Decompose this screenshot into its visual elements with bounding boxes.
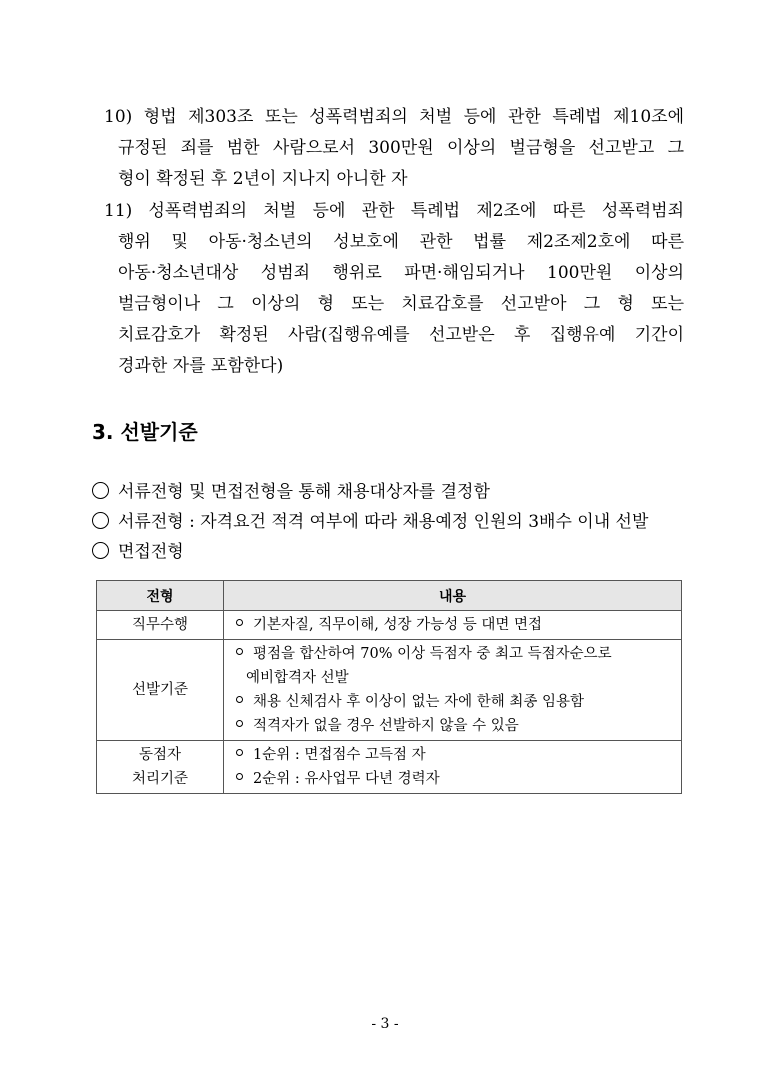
interview-criteria-table <box>96 580 682 794</box>
disqualification-item-11 <box>104 196 684 382</box>
row-label-line: 직무수행 <box>131 617 189 633</box>
row-label-line: 선발기준 <box>131 682 189 698</box>
small-circle-bullet-icon <box>236 619 243 626</box>
row-label-line: 처리기준 <box>131 771 189 787</box>
row-label <box>97 741 224 794</box>
item-line: 행위 및 아동·청소년의 성보호에 관한 법률 제2조제2호에 따른 <box>118 232 684 252</box>
row-content <box>224 611 682 640</box>
bullet-screening-overview <box>92 478 490 506</box>
table-header-stage: 전형 <box>97 581 224 611</box>
small-circle-bullet-icon <box>236 648 243 655</box>
content-line <box>232 613 673 637</box>
item-line: 벌금형이나 그 이상의 형 또는 치료감호를 선고받아 그 형 또는 <box>118 294 684 314</box>
row-label <box>97 640 224 741</box>
row-content <box>224 640 682 741</box>
content-text: 기본자질, 직무이해, 성장 가능성 등 대면 면접 <box>253 617 542 633</box>
small-circle-bullet-icon <box>236 773 243 780</box>
bullet-text: 서류전형 및 면접전형을 통해 채용대상자를 결정함 <box>118 482 490 502</box>
small-circle-bullet-icon <box>236 749 243 756</box>
row-content <box>224 741 682 794</box>
content-text: 적격자가 없을 경우 선발하지 않을 수 있음 <box>253 718 519 734</box>
disqualification-item-10 <box>104 102 684 195</box>
table-header-content: 내용 <box>224 581 682 611</box>
circle-bullet-icon <box>92 542 109 559</box>
content-text: 채용 신체검사 후 이상이 없는 자에 한해 최종 임용함 <box>253 694 585 710</box>
circle-bullet-icon <box>92 482 109 499</box>
item-line: 11) 성폭력범죄의 처벌 등에 관한 특례법 제2조에 따른 성폭력범죄 <box>104 201 684 221</box>
bullet-interview-screening <box>92 538 184 566</box>
content-text: 평점을 합산하여 70% 이상 득점자 중 최고 득점자순으로 <box>253 646 612 662</box>
row-label <box>97 611 224 640</box>
item-line: 아동·청소년대상 성범죄 행위로 파면·해임되거나 100만원 이상의 <box>118 263 684 283</box>
small-circle-bullet-icon <box>236 720 243 727</box>
content-line <box>232 690 673 714</box>
bullet-text: 면접전형 <box>118 542 184 562</box>
content-line <box>232 666 673 690</box>
table-header-row <box>97 581 682 611</box>
circle-bullet-icon <box>92 512 109 529</box>
item-line: 10) 형법 제303조 또는 성폭력범죄의 처벌 등에 관한 특례법 제10조에 <box>104 107 684 127</box>
bullet-document-screening <box>92 508 648 536</box>
item-line: 경과한 자를 포함한다) <box>118 356 284 376</box>
table-row <box>97 640 682 741</box>
table-row <box>97 741 682 794</box>
table-row <box>97 611 682 640</box>
content-line <box>232 743 673 767</box>
content-line <box>232 767 673 791</box>
small-circle-bullet-icon <box>236 696 243 703</box>
content-line <box>232 642 673 666</box>
content-line <box>232 714 673 738</box>
item-line: 형이 확정된 후 2년이 지나지 아니한 자 <box>118 169 408 189</box>
item-line: 치료감호가 확정된 사람(집행유예를 선고받은 후 집행유예 기간이 <box>118 325 684 345</box>
item-line: 규정된 죄를 범한 사람으로서 300만원 이상의 벌금형을 선고받고 그 <box>118 138 684 158</box>
section-heading: 3. 선발기준 <box>92 420 198 444</box>
content-text: 1순위 : 면접점수 고득점 자 <box>253 747 426 763</box>
row-label-line: 동점자 <box>138 747 182 763</box>
page-number: - 3 - <box>371 1016 399 1032</box>
content-text: 2순위 : 유사업무 다년 경력자 <box>253 771 440 787</box>
content-text: 예비합격자 선발 <box>246 670 349 686</box>
bullet-text: 서류전형 : 자격요건 적격 여부에 따라 채용예정 인원의 3배수 이내 선발 <box>118 512 649 532</box>
